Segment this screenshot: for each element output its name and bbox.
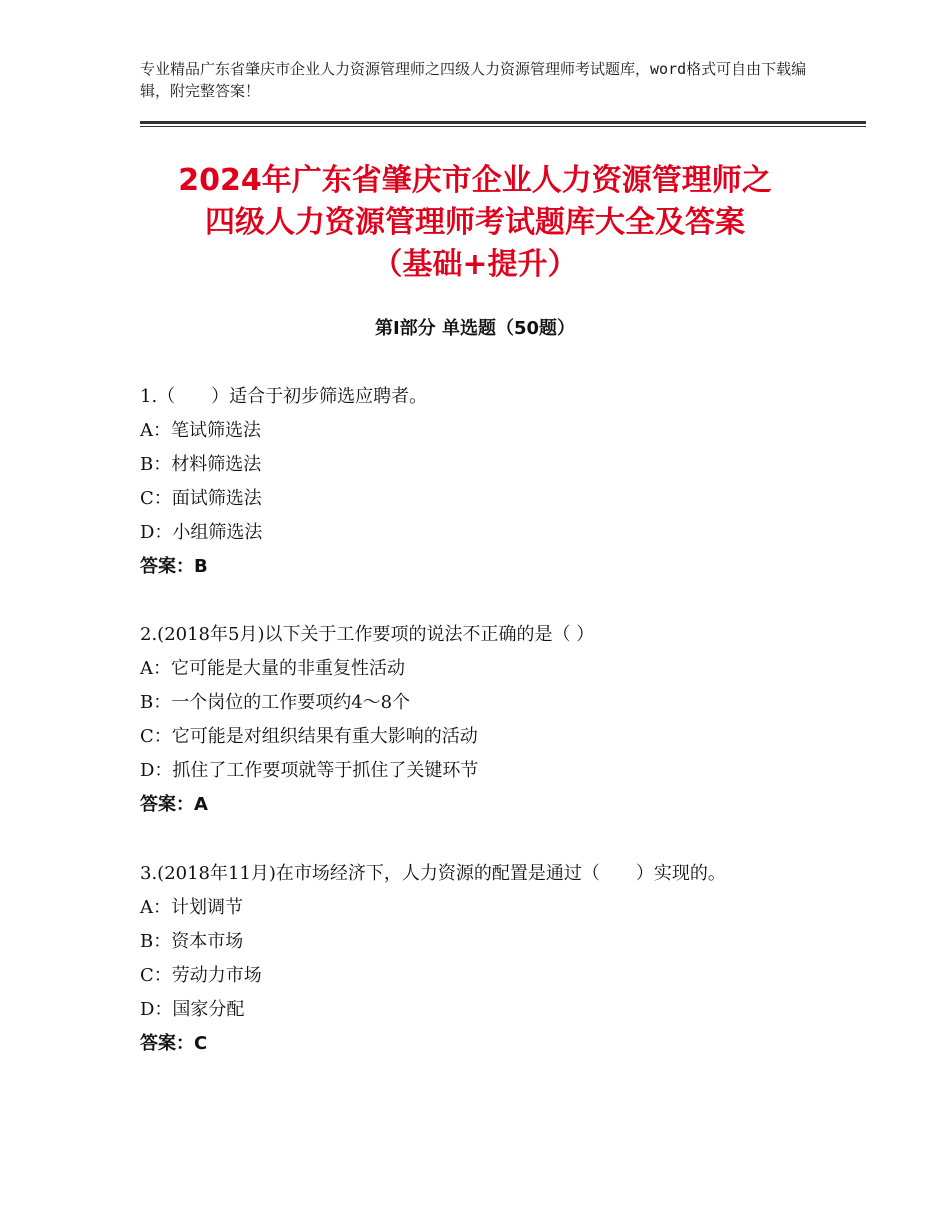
- question-stem: 3.(2018年11月)在市场经济下，人力资源的配置是通过（ ）实现的。: [140, 863, 726, 884]
- option-c: C：面试筛选法: [140, 488, 262, 509]
- option-d: D：小组筛选法: [140, 522, 263, 543]
- header-note: 专业精品广东省肇庆市企业人力资源管理师之四级人力资源管理师考试题库，word格式可自由下载编辑，附完整答案！: [140, 60, 807, 100]
- title-line-2: 四级人力资源管理师考试题库大全及答案: [205, 205, 745, 240]
- header-rule-thin: [140, 126, 866, 127]
- answer: 答案：C: [140, 1033, 208, 1054]
- question-stem: 1.（ ）适合于初步筛选应聘者。: [140, 386, 428, 407]
- section-title: 第Ⅰ部分 单选题（50题）: [374, 318, 575, 339]
- option-d: D：国家分配: [140, 999, 245, 1020]
- title-line-3: （基础+提升）: [372, 247, 578, 282]
- title-line-1: 2024年广东省肇庆市企业人力资源管理师之: [178, 163, 772, 198]
- question-stem: 2.(2018年5月)以下关于工作要项的说法不正确的是（ ）: [140, 624, 595, 645]
- question-1: [140, 380, 820, 584]
- question-2: [140, 618, 820, 822]
- answer: 答案：A: [140, 794, 208, 815]
- header-rule-thick: [140, 121, 866, 124]
- option-a: A：笔试筛选法: [140, 420, 261, 441]
- option-a: A：计划调节: [140, 897, 243, 918]
- option-c: C：劳动力市场: [140, 965, 262, 986]
- option-a: A：它可能是大量的非重复性活动: [140, 658, 405, 679]
- option-b: B：一个岗位的工作要项约4～8个: [140, 692, 411, 713]
- question-3: [140, 857, 820, 1061]
- document-title: [100, 160, 850, 286]
- option-b: B：材料筛选法: [140, 454, 262, 475]
- option-c: C：它可能是对组织结果有重大影响的活动: [140, 726, 478, 747]
- option-b: B：资本市场: [140, 931, 244, 952]
- option-d: D：抓住了工作要项就等于抓住了关键环节: [140, 760, 479, 781]
- answer: 答案：B: [140, 556, 208, 577]
